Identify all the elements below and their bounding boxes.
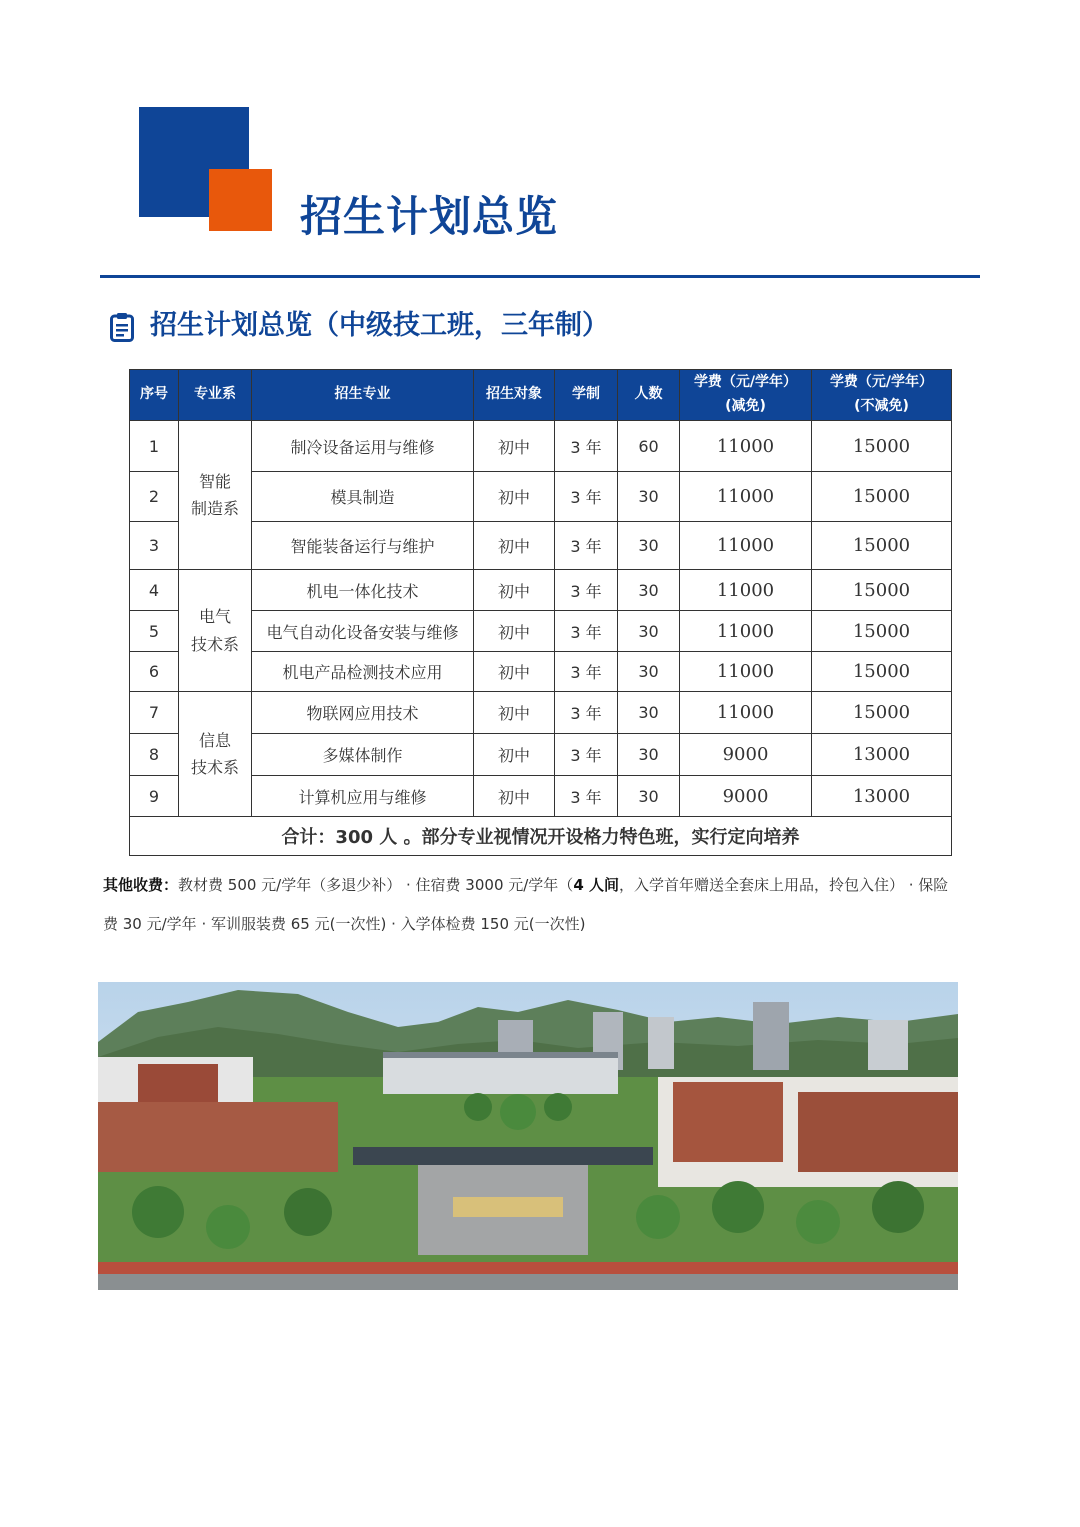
- enrollment-table: [129, 369, 952, 856]
- cell-dept: [179, 421, 252, 570]
- cell-fee-reduced: 11000: [680, 652, 812, 692]
- cell-fee-full: 13000: [812, 734, 952, 776]
- cell-fee-full: 13000: [812, 776, 952, 817]
- section-title: 招生计划总览（中级技工班，三年制）: [150, 310, 609, 341]
- cell-count: 30: [618, 776, 680, 817]
- cell-no: 7: [130, 692, 179, 734]
- campus-illustration: [98, 982, 958, 1290]
- table-row: [130, 421, 952, 472]
- campus-photo: [98, 982, 958, 1290]
- cell-target: 初中: [474, 611, 555, 652]
- header-fee-reduced: [680, 370, 812, 421]
- cell-duration: 3 年: [555, 421, 618, 472]
- cell-major: 机电一体化技术: [252, 570, 474, 611]
- other-fees-text-a: 教材费 500 元/学年（多退少补） · 住宿费 3000 元/学年（: [178, 876, 574, 894]
- cell-dept: [179, 570, 252, 692]
- cell-duration: 3 年: [555, 734, 618, 776]
- cell-fee-full: 15000: [812, 611, 952, 652]
- header-major: 招生专业: [252, 370, 474, 421]
- cell-fee-reduced: 9000: [680, 776, 812, 817]
- cell-target: 初中: [474, 776, 555, 817]
- dept-line1: 智能: [198, 471, 231, 491]
- other-fees: [103, 866, 953, 944]
- header-target: 招生对象: [474, 370, 555, 421]
- cell-fee-reduced: 11000: [680, 472, 812, 522]
- header-fee-reduced-line1: 学费（元/学年）: [693, 374, 798, 391]
- cell-fee-full: 15000: [812, 692, 952, 734]
- cell-target: 初中: [474, 652, 555, 692]
- cell-target: 初中: [474, 692, 555, 734]
- table-row: [130, 776, 952, 817]
- cell-fee-reduced: 11000: [680, 570, 812, 611]
- table-row: [130, 522, 952, 570]
- clipboard-icon: [110, 312, 134, 342]
- cell-major: 智能装备运行与维护: [252, 522, 474, 570]
- table-header-row: [130, 370, 952, 421]
- header-fee-reduced-line2: (减免): [725, 398, 766, 414]
- cell-target: 初中: [474, 734, 555, 776]
- cell-major: 物联网应用技术: [252, 692, 474, 734]
- cell-major: 模具制造: [252, 472, 474, 522]
- cell-no: 8: [130, 734, 179, 776]
- cell-count: 30: [618, 570, 680, 611]
- cell-duration: 3 年: [555, 611, 618, 652]
- cell-fee-full: 15000: [812, 570, 952, 611]
- title-divider: [100, 275, 980, 278]
- cell-duration: 3 年: [555, 776, 618, 817]
- cell-dept: [179, 692, 252, 817]
- cell-count: 30: [618, 692, 680, 734]
- cell-count: 30: [618, 652, 680, 692]
- cell-count: 30: [618, 472, 680, 522]
- header-no: 序号: [130, 370, 179, 421]
- cell-duration: 3 年: [555, 522, 618, 570]
- cell-target: 初中: [474, 522, 555, 570]
- header-fee-full-line1: 学费（元/学年）: [829, 374, 934, 391]
- cell-fee-reduced: 11000: [680, 692, 812, 734]
- table-row: [130, 692, 952, 734]
- cell-major: 电气自动化设备安装与维修: [252, 611, 474, 652]
- cell-duration: 3 年: [555, 570, 618, 611]
- cell-fee-reduced: 11000: [680, 611, 812, 652]
- other-fees-bold: 4 人间: [573, 876, 619, 894]
- cell-count: 30: [618, 734, 680, 776]
- decor-orange-square: [209, 169, 272, 231]
- header-fee-full: [812, 370, 952, 421]
- other-fees-text-b: ，入学首年赠送全套床上用品，拎包入住） · 保险费 30 元/学年 · 军训服装费 65 元(一次性) · 入学体检费 150 元(一次性): [103, 876, 949, 933]
- cell-count: 30: [618, 611, 680, 652]
- dept-line2: 制造系: [190, 499, 239, 518]
- cell-fee-full: 15000: [812, 652, 952, 692]
- cell-fee-full: 15000: [812, 522, 952, 570]
- cell-duration: 3 年: [555, 472, 618, 522]
- cell-major: 机电产品检测技术应用: [252, 652, 474, 692]
- cell-no: 3: [130, 522, 179, 570]
- cell-no: 6: [130, 652, 179, 692]
- header-duration: 学制: [555, 370, 618, 421]
- cell-no: 9: [130, 776, 179, 817]
- dept-line2: 技术系: [190, 634, 239, 654]
- cell-target: 初中: [474, 472, 555, 522]
- total-cell: 合计：300 人 。部分专业视情况开设格力特色班，实行定向培养: [130, 817, 952, 856]
- cell-duration: 3 年: [555, 652, 618, 692]
- dept-line1: 电气: [198, 607, 231, 627]
- cell-target: 初中: [474, 570, 555, 611]
- table-row: [130, 570, 952, 611]
- cell-major: 制冷设备运用与维修: [252, 421, 474, 472]
- table-row: [130, 611, 952, 652]
- cell-fee-full: 15000: [812, 421, 952, 472]
- header-fee-full-line2: (不减免): [854, 398, 909, 414]
- cell-major: 计算机应用与维修: [252, 776, 474, 817]
- table-row: [130, 734, 952, 776]
- table-row: [130, 652, 952, 692]
- cell-duration: 3 年: [555, 692, 618, 734]
- cell-no: 1: [130, 421, 179, 472]
- cell-no: 2: [130, 472, 179, 522]
- cell-fee-full: 15000: [812, 472, 952, 522]
- cell-no: 5: [130, 611, 179, 652]
- cell-target: 初中: [474, 421, 555, 472]
- cell-fee-reduced: 9000: [680, 734, 812, 776]
- header-dept: 专业系: [179, 370, 252, 421]
- other-fees-label: 其他收费：: [103, 876, 179, 894]
- cell-count: 30: [618, 522, 680, 570]
- cell-count: 60: [618, 421, 680, 472]
- cell-major: 多媒体制作: [252, 734, 474, 776]
- header-count: 人数: [618, 370, 680, 421]
- cell-fee-reduced: 11000: [680, 522, 812, 570]
- table-total-row: [130, 817, 952, 856]
- table-row: [130, 472, 952, 522]
- dept-line1: 信息: [198, 730, 231, 750]
- cell-no: 4: [130, 570, 179, 611]
- dept-line2: 技术系: [190, 758, 239, 777]
- page-title: 招生计划总览: [300, 192, 559, 241]
- cell-fee-reduced: 11000: [680, 421, 812, 472]
